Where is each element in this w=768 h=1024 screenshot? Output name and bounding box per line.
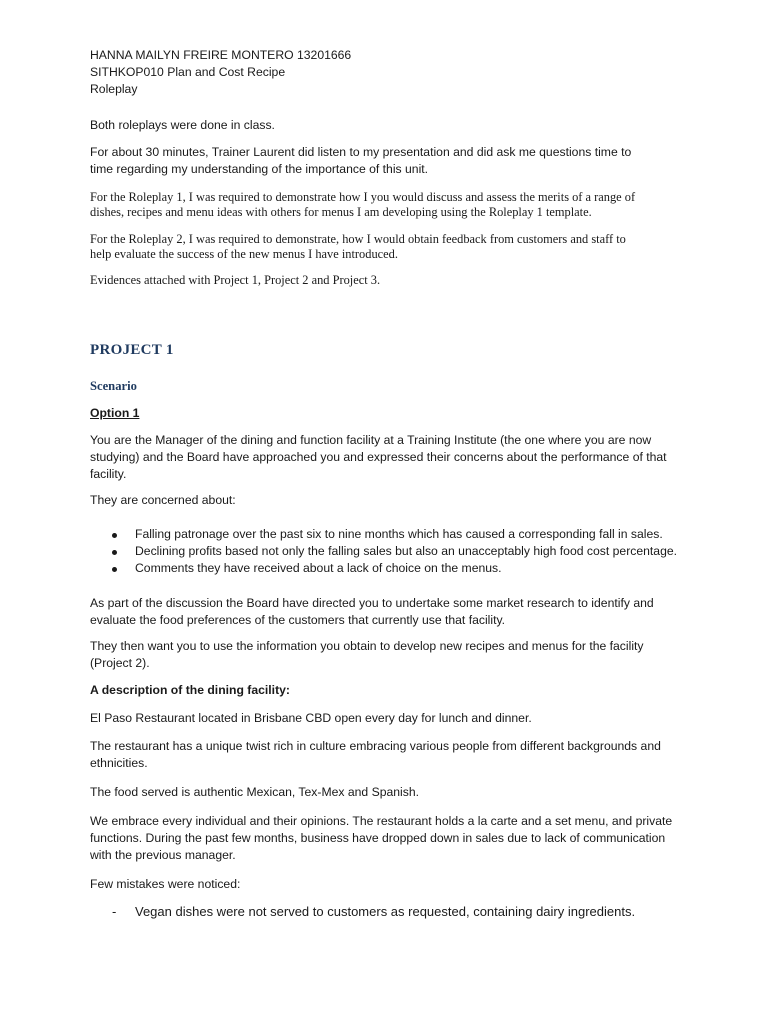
elpaso-paragraph	[90, 710, 690, 727]
scenario-subheading: Scenario	[90, 379, 137, 393]
intro-paragraph-2	[90, 144, 690, 178]
scenario-line-3: facility.	[90, 467, 127, 481]
intro-paragraph-4	[90, 232, 690, 262]
scenario-line-1: You are the Manager of the dining and function facility at a Training Institute (the one where you are now	[90, 433, 652, 447]
concerned-intro	[90, 492, 690, 509]
bullet-icon	[112, 550, 117, 555]
scenario-line-2: studying) and the Board have approached you and expressed their concerns about the performance of that	[90, 450, 667, 464]
assessment-type-line: Roleplay	[90, 82, 138, 96]
elpaso-text: El Paso Restaurant located in Brisbane CBD open every day for lunch and dinner.	[90, 711, 532, 725]
intro-p2-line-2: time regarding my understanding of the importance of this unit.	[90, 162, 429, 176]
bullet-icon	[112, 567, 117, 572]
intro-p4-line-1: For the Roleplay 2, I was required to demonstrate, how I would obtain feedback from customers and staff to	[90, 232, 626, 246]
list-item-text: Declining profits based not only the falling sales but also an unacceptably high food cost percentage.	[135, 544, 678, 558]
concerned-text: They are concerned about:	[90, 493, 236, 507]
unit-code-line: SITHKOP010 Plan and Cost Recipe	[90, 65, 286, 79]
then-line-1: They then want you to use the information you obtain to develop new recipes and menus for the facility	[90, 639, 644, 653]
list-item-text: Comments they have received about a lack of choice on the menus.	[135, 561, 502, 575]
then-line-2: (Project 2).	[90, 656, 150, 670]
intro-p1-text: Both roleplays were done in class.	[90, 118, 275, 132]
discussion-paragraph	[90, 595, 690, 629]
option-heading	[90, 405, 690, 422]
scenario-description	[90, 432, 690, 483]
intro-p2-line-1: For about 30 minutes, Trainer Laurent did listen to my presentation and did ask me questions time to	[90, 145, 632, 159]
facility-heading-text: A description of the dining facility:	[90, 683, 290, 697]
unique-line-1: The restaurant has a unique twist rich in culture embracing various people from different backgrounds and	[90, 739, 661, 753]
embrace-paragraph	[90, 813, 690, 864]
embrace-line-1: We embrace every individual and their opinions. The restaurant holds a la carte and a set menu, and private	[90, 814, 673, 828]
intro-paragraph-3	[90, 190, 690, 220]
project-heading: PROJECT 1	[90, 342, 174, 358]
intro-paragraph-1	[90, 117, 690, 134]
embrace-line-2: functions. During the past few months, business have dropped down in sales due to lack of communication	[90, 831, 666, 845]
embrace-line-3: with the previous manager.	[90, 848, 236, 862]
intro-paragraph-5	[90, 273, 690, 288]
then-paragraph	[90, 638, 690, 672]
unique-paragraph	[90, 738, 690, 772]
intro-p3-line-2: dishes, recipes and menu ideas with others for menus I am developing using the Roleplay 1 template.	[90, 205, 592, 219]
intro-p4-line-2: help evaluate the success of the new menus I have introduced.	[90, 247, 398, 261]
intro-p3-line-1: For the Roleplay 1, I was required to demonstrate how I you would discuss and assess the merits of a range of	[90, 190, 636, 204]
student-name-line: HANNA MAILYN FREIRE MONTERO 13201666	[90, 48, 352, 62]
mistakes-text: Few mistakes were noticed:	[90, 877, 241, 891]
document-header	[90, 47, 690, 98]
dash-bullet-icon: -	[112, 904, 117, 919]
food-paragraph	[90, 784, 690, 801]
list-item-text: Vegan dishes were not served to customers as requested, containing dairy ingredients.	[135, 904, 636, 919]
facility-heading	[90, 682, 690, 699]
unique-line-2: ethnicities.	[90, 756, 148, 770]
food-text: The food served is authentic Mexican, Tex-Mex and Spanish.	[90, 785, 420, 799]
list-item-text: Falling patronage over the past six to nine months which has caused a corresponding fall in sales.	[135, 527, 663, 541]
bullet-icon	[112, 533, 117, 538]
intro-p5-text: Evidences attached with Project 1, Project 2 and Project 3.	[90, 273, 381, 287]
mistakes-paragraph	[90, 876, 690, 893]
discussion-line-1: As part of the discussion the Board have directed you to undertake some market research to identify and	[90, 596, 654, 610]
discussion-line-2: evaluate the food preferences of the customers that currently use that facility.	[90, 613, 506, 627]
option-label: Option 1	[90, 406, 140, 420]
